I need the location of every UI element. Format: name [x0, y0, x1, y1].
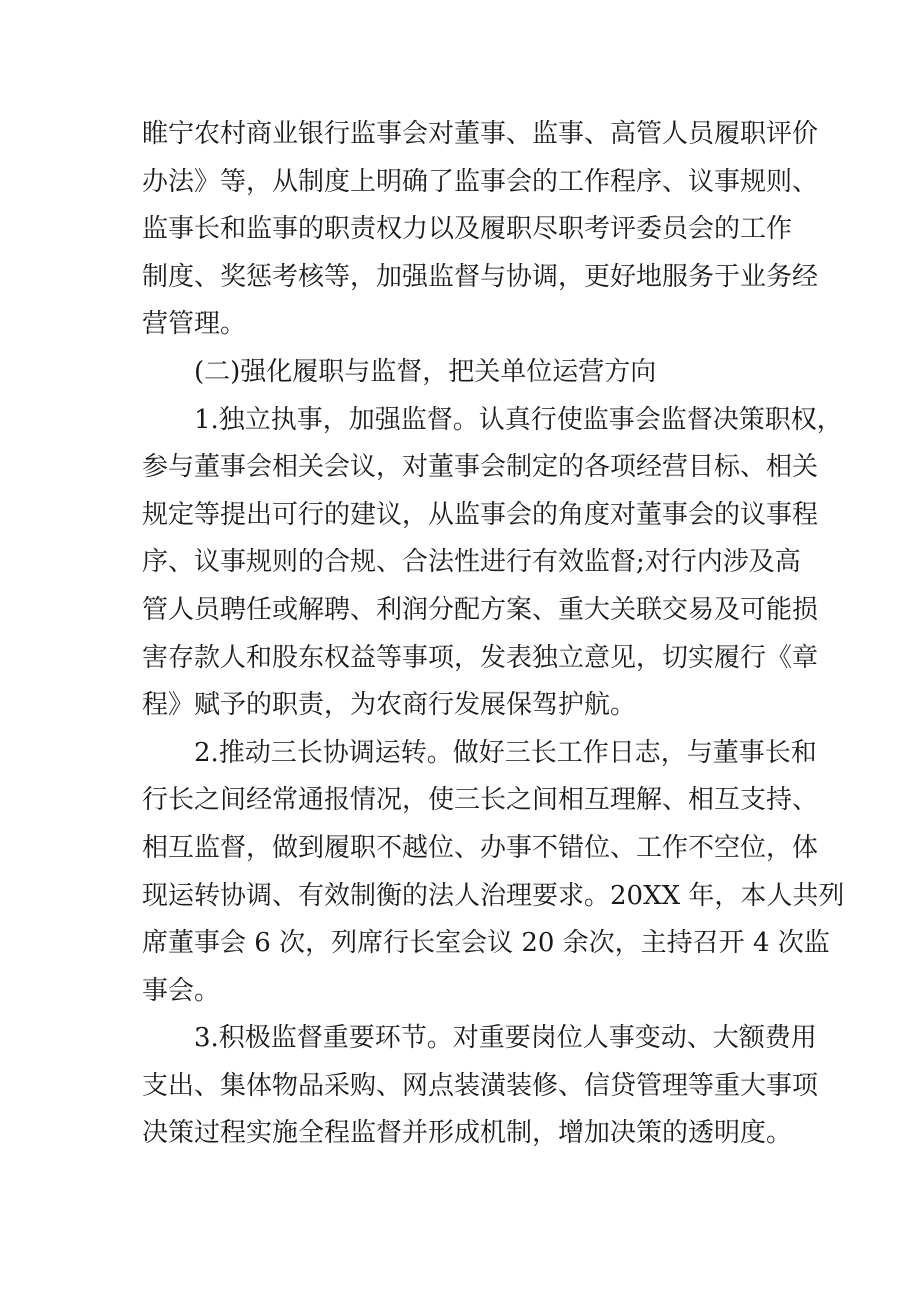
text-line: 行长之间经常通报情况，使三长之间相互理解、相互支持、	[142, 785, 819, 816]
text-line: 序、议事规则的合规、合法性进行有效监督;对行内涉及高	[142, 547, 801, 578]
text-line: 3.积极监督重要环节。对重要岗位人事变动、大额费用	[194, 1023, 817, 1054]
text-line: 2.推动三长协调运转。做好三长工作日志，与董事长和	[194, 737, 817, 768]
text-line: 营管理。	[142, 309, 247, 340]
text-line: 决策过程实施全程监督并形成机制，增加决策的透明度。	[142, 1118, 793, 1149]
paragraph-charter-rules	[142, 111, 819, 349]
text-line: 1.独立执事，加强监督。认真行使监事会监督决策职权，	[194, 404, 843, 435]
paragraph-item-3	[142, 1015, 819, 1158]
document-body	[142, 111, 845, 1158]
section-heading-2	[142, 349, 782, 397]
text-line: 睢宁农村商业银行监事会对董事、监事、高管人员履职评价	[142, 119, 819, 149]
text-line: 支出、集体物品采购、网点装潢装修、信贷管理等重大事项	[142, 1070, 819, 1101]
text-line: 席董事会 6 次，列席行长室会议 20 余次，主持召开 4 次监	[142, 928, 830, 959]
text-line: 事会。	[142, 975, 221, 1006]
text-line: 监事长和监事的职责权力以及履职尽职考评委员会的工作	[142, 214, 793, 245]
text-line: 制度、奖惩考核等，加强监督与协调，更好地服务于业务经	[142, 261, 819, 292]
text-line: 管人员聘任或解聘、利润分配方案、重大关联交易及可能损	[142, 594, 819, 625]
text-line: 相互监督，做到履职不越位、办事不错位、工作不空位，体	[142, 832, 819, 863]
paragraph-item-1	[142, 397, 843, 730]
paragraph-item-2	[142, 730, 845, 1016]
text-line: 程》赋予的职责，为农商行发展保驾护航。	[142, 690, 637, 721]
text-line: 参与董事会相关会议，对董事会制定的各项经营目标、相关	[142, 452, 819, 483]
text-line: 规定等提出可行的建议，从监事会的角度对董事会的议事程	[142, 499, 819, 530]
text-line: 办法》等，从制度上明确了监事会的工作程序、议事规则、	[142, 166, 819, 197]
section-heading: (二)强化履职与监督，把关单位运营方向	[194, 356, 657, 387]
text-line: 现运转协调、有效制衡的法人治理要求。20XX 年，本人共列	[142, 880, 845, 911]
text-line: 害存款人和股东权益等事项，发表独立意见，切实履行《章	[142, 642, 819, 673]
